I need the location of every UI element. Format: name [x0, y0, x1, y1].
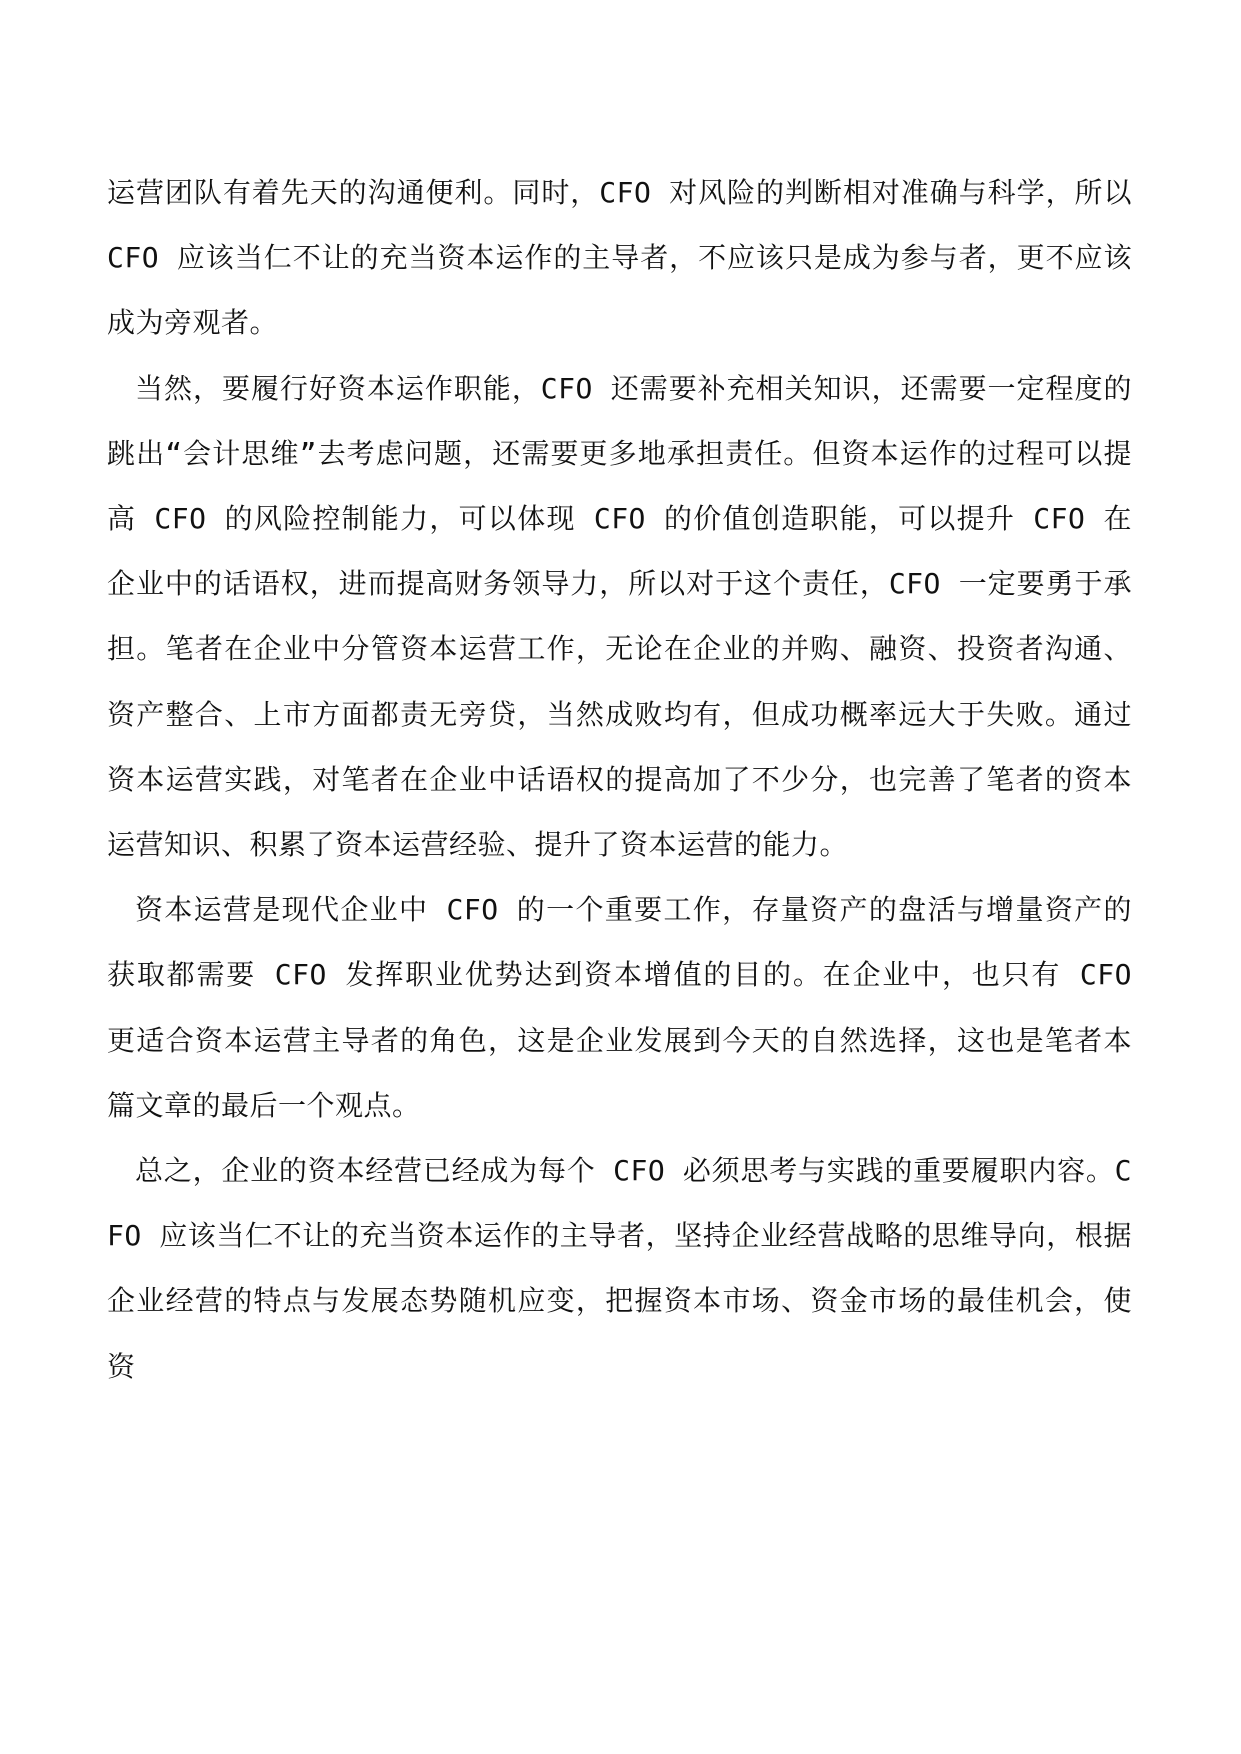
- paragraph-conclusion: 总之，企业的资本经营已经成为每个 CFO 必须思考与实践的重要履职内容。CFO 应该当仁不让的充当资本运作的主导者，坚持企业经营战略的思维导向，根据企业经营的特点与发展态势随机应变，把握资本市场、资金市场的最佳机会，使资: [107, 1154, 1132, 1383]
- paragraph-cfo-role: 资本运营是现代企业中 CFO 的一个重要工作，存量资产的盘活与增量资产的获取都需要 CFO 发挥职业优势达到资本增值的目的。在企业中，也只有 CFO 更适合资本运营主导者的角色，这是企业发展到今天的自然选择，这也是笔者本篇文章的最后一个观点。: [107, 893, 1132, 1122]
- body-text: [107, 160, 1132, 1399]
- paragraph-continued: 运营团队有着先天的沟通便利。同时，CFO 对风险的判断相对准确与科学，所以 CFO 应该当仁不让的充当资本运作的主导者，不应该只是成为参与者，更不应该成为旁观者。: [107, 176, 1132, 340]
- paragraph-capital-operation-duty: 当然，要履行好资本运作职能，CFO 还需要补充相关知识，还需要一定程度的跳出“会计思维”去考虑问题，还需要更多地承担责任。但资本运作的过程可以提高 CFO 的风险控制能力，可以体现 CFO 的价值创造职能，可以提升 CFO 在企业中的话语权，进而提高财务领导力，所以对于这个责任，CFO 一定要勇于承担。笔者在企业中分管资本运营工作，无论在企业的并购、融资、投资者沟通、资产整合、上市方面都责无旁贷，当然成败均有，但成功概率远大于失败。通过资本运营实践，对笔者在企业中话语权的提高加了不少分，也完善了笔者的资本运营知识、积累了资本运营经验、提升了资本运营的能力。: [107, 371, 1132, 862]
